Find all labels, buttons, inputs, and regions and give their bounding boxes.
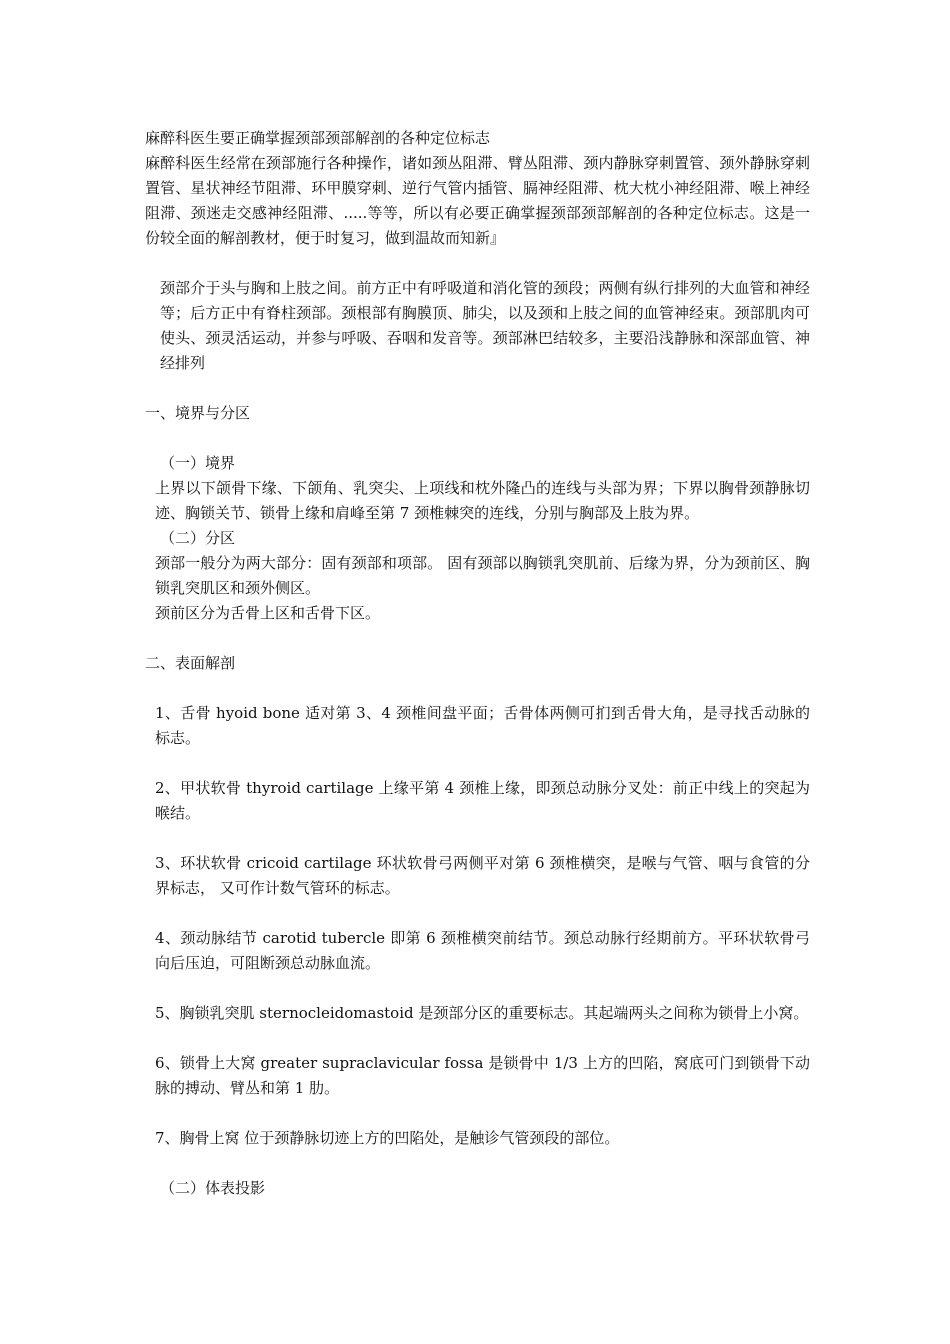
section-heading-boundaries: 一、境界与分区 xyxy=(145,404,251,422)
subsection-heading-projection: （二）体表投影 xyxy=(160,1179,266,1197)
anterior-region-paragraph: 颈前区分为舌骨上区和舌骨下区。 xyxy=(155,604,381,622)
subsection-heading-boundary: （一）境界 xyxy=(160,454,236,472)
intro-paragraph: 麻醉科医生经常在颈部施行各种操作，诸如颈丛阻滞、臂丛阻滞、颈内静脉穿刺置管、颈外静脉穿刺置管、星状神经节阻滞、环甲膜穿刺、逆行气管内插管、膈神经阻滞、枕大枕小神经阻滞、喉上神经阻滞、颈迷走交感神经阻滞、.....等等，所以有必要正确掌握颈部颈部解剖的各种定位标志。这是一份较全面的解剖教材，便于时复习，做到温故而知新』 xyxy=(145,154,810,247)
list-item: 2、甲状软骨 thyroid cartilage 上缘平第 4 颈椎上缘，即颈总动脉分叉处：前正中线上的突起为喉结。 xyxy=(155,779,810,822)
list-item: 7、胸骨上窝 位于颈静脉切迹上方的凹陷处，是触诊气管颈段的部位。 xyxy=(155,1129,620,1147)
spacer xyxy=(145,676,810,701)
section-heading-surface-anatomy: 二、表面解剖 xyxy=(145,654,236,672)
subsection-heading-divisions: （二）分区 xyxy=(160,529,236,547)
spacer xyxy=(145,626,810,651)
spacer xyxy=(145,1151,810,1176)
overview-paragraph: 颈部介于头与胸和上肢之间。前方正中有呼吸道和消化管的颈段；两侧有纵行排列的大血管和神经等；后方正中有脊柱颈部。颈根部有胸膜顶、肺尖，以及颈和上肢之间的血管神经束。颈部肌肉可使头、颈灵活运动，并参与呼吸、吞咽和发音等。颈部淋巴结较多，主要沿浅静脉和深部血管、神经排列 xyxy=(160,279,810,372)
spacer xyxy=(145,376,810,401)
list-item: 1、舌骨 hyoid bone 适对第 3、4 颈椎间盘平面；舌骨体两侧可扪到舌骨大角，是寻找舌动脉的标志。 xyxy=(155,704,810,747)
document-title: 麻醉科医生要正确掌握颈部颈部解剖的各种定位标志 xyxy=(145,129,491,147)
boundary-paragraph: 上界以下颌骨下缘、下颌角、乳突尖、上项线和枕外隆凸的连线与头部为界；下界以胸骨颈静脉切迹、胸锁关节、锁骨上缘和肩峰至第 7 颈椎棘突的连线，分别与胸部及上肢为界。 xyxy=(155,479,810,522)
list-item: 5、胸锁乳突肌 sternocleidomastoid 是颈部分区的重要标志。其起端两头之间称为锁骨上小窝。 xyxy=(155,1004,809,1022)
spacer xyxy=(145,1026,810,1051)
divisions-paragraph: 颈部一般分为两大部分：固有颈部和项部。 固有颈部以胸锁乳突肌前、后缘为界，分为颈前区、胸锁乳突肌区和颈外侧区。 xyxy=(155,554,810,597)
spacer xyxy=(145,751,810,776)
document-page xyxy=(145,126,810,1201)
list-item: 3、环状软骨 cricoid cartilage 环状软骨弓两侧平对第 6 颈椎横突，是喉与气管、咽与食管的分界标志， 又可作计数气管环的标志。 xyxy=(155,854,810,897)
spacer xyxy=(145,1101,810,1126)
spacer xyxy=(145,976,810,1001)
list-item: 4、颈动脉结节 carotid tubercle 即第 6 颈椎横突前结节。颈总动脉行经期前方。平环状软骨弓向后压迫，可阻断颈总动脉血流。 xyxy=(155,929,810,972)
spacer xyxy=(145,826,810,851)
spacer xyxy=(145,901,810,926)
spacer xyxy=(145,251,810,276)
spacer xyxy=(145,426,810,451)
list-item: 6、锁骨上大窝 greater supraclavicular fossa 是锁骨中 1/3 上方的凹陷，窝底可门到锁骨下动脉的搏动、臂丛和第 1 肋。 xyxy=(155,1054,810,1097)
